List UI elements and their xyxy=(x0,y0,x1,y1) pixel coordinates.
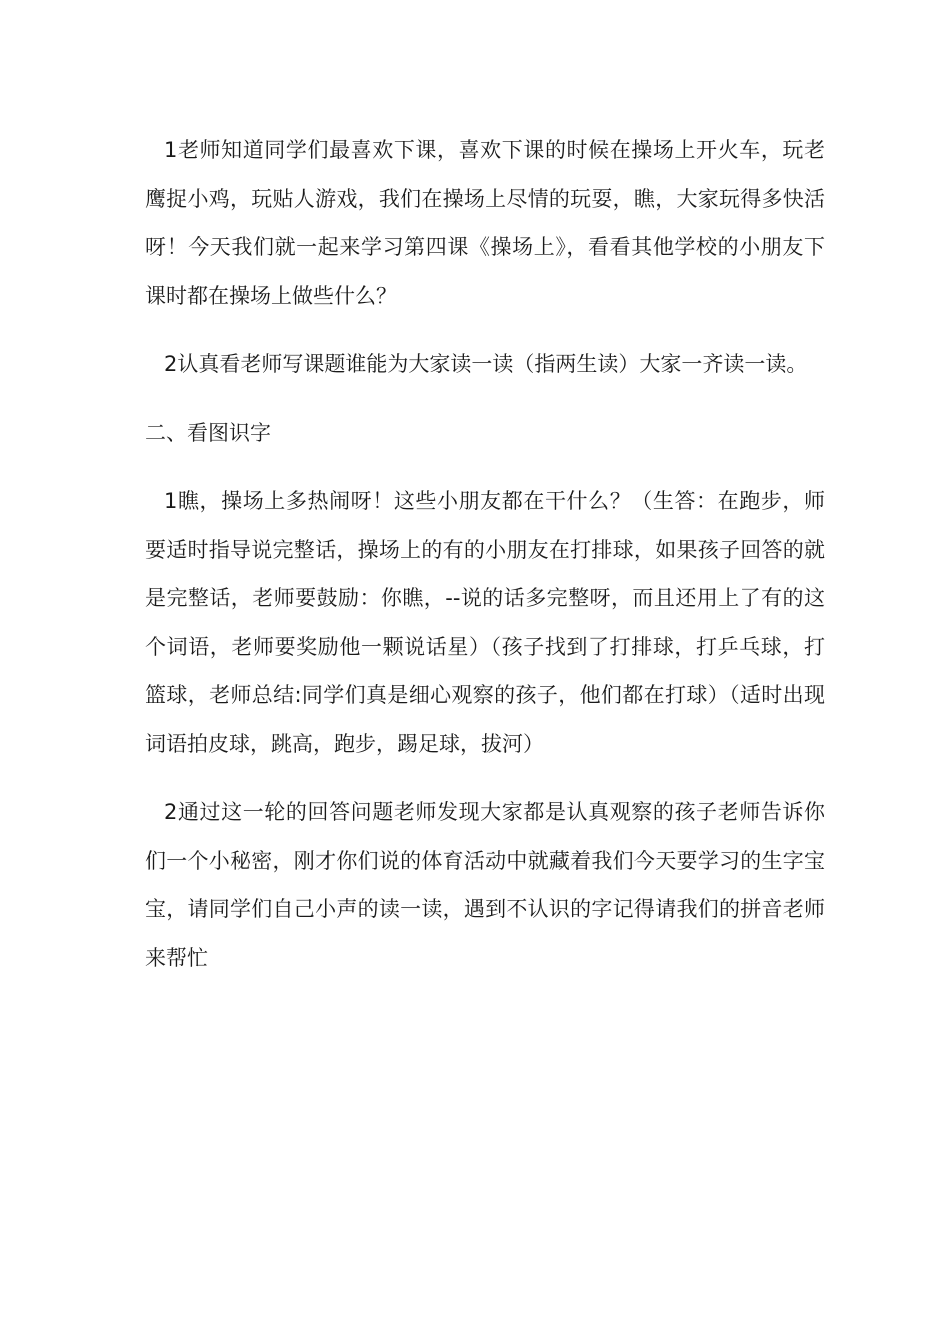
section-heading: 二、看图识字 xyxy=(145,420,271,445)
document-body xyxy=(145,126,825,982)
paragraph-read-title: 2认真看老师写课题谁能为大家读一读（指两生读）大家一齐读一读。 xyxy=(164,352,808,376)
paragraph-observe-picture: 1瞧，操场上多热闹呀！这些小朋友都在干什么？（生答：在跑步，师要适时指导说完整话，操场上的有的小朋友在打排球，如果孩子回答的就是完整话，老师要鼓励：你瞧，--说的话多完整呀，而且还用上了有的这个词语，老师要奖励他一颗说话星）（孩子找到了打排球，打乒乓球，打篮球，老师总结:同学们真是细心观察的孩子，他们都在打球）（适时出现词语拍皮球，跳高，跑步，踢足球，拔河） xyxy=(145,489,825,756)
paragraph-new-characters: 2通过这一轮的回答问题老师发现大家都是认真观察的孩子老师告诉你们一个小秘密，刚才你们说的体育活动中就藏着我们今天要学习的生字宝宝，请同学们自己小声的读一读，遇到不认识的字记得请我们的拼音老师来帮忙 xyxy=(145,800,825,970)
paragraph-intro: 1老师知道同学们最喜欢下课，喜欢下课的时候在操场上开火车，玩老鹰捉小鸡，玩贴人游戏，我们在操场上尽情的玩耍，瞧，大家玩得多快活呀！今天我们就一起来学习第四课《操场上》，看看其他学校的小朋友下课时都在操场上做些什么？ xyxy=(145,138,825,308)
